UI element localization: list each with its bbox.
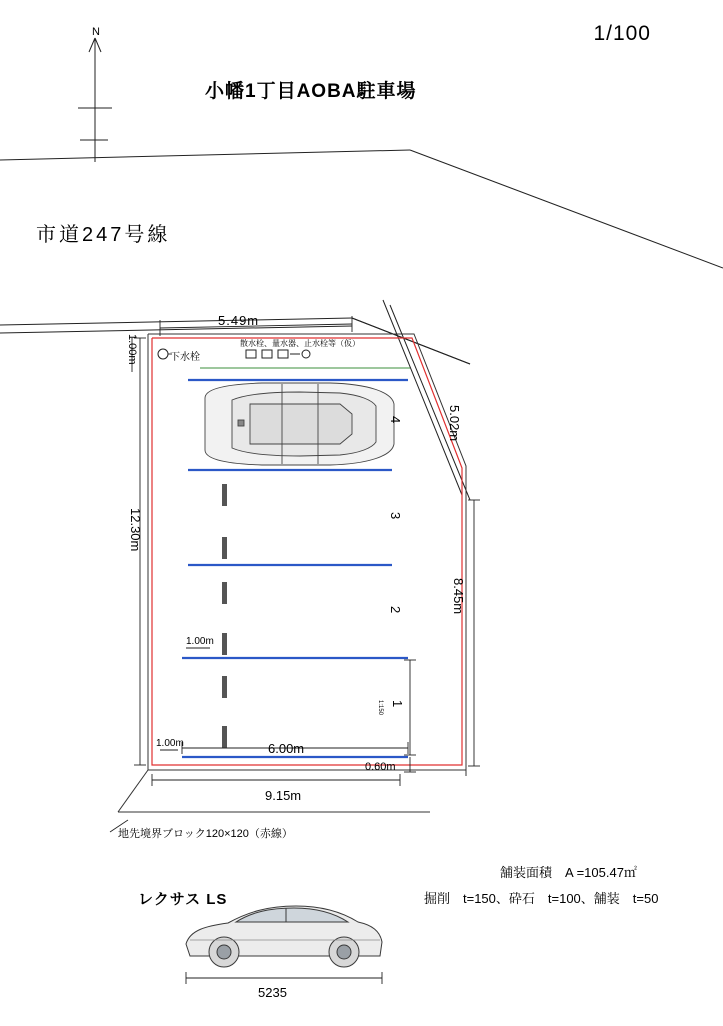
car-plan-view (205, 383, 394, 465)
dimension-small-gap: 0.60m (365, 761, 396, 773)
manhole-label: 下水栓 (170, 352, 200, 363)
wheel-stops (222, 484, 227, 748)
pavement-spec-note: 掘削 t=150、砕石 t=100、舗装 t=50 (424, 891, 659, 906)
stall-number-4: 4 (388, 416, 403, 424)
dimension-top-offset: 1.00m (126, 334, 138, 365)
page-title: 小幡1丁目AOBA駐車場 (205, 81, 417, 102)
dimension-right-height: 8.45m (451, 578, 466, 615)
meter-label: 散水栓、量水器、止水栓等（仮） (240, 339, 360, 348)
meter-symbols (246, 350, 310, 358)
car-side-view (186, 906, 382, 967)
dimension-bottom-width: 9.15m (265, 788, 302, 803)
dimension-left-height: 12.30m (128, 508, 143, 552)
manhole-symbol (158, 349, 168, 359)
pavement-area-note: 舗装面積 A =105.47㎡ (500, 865, 637, 880)
north-arrow (78, 38, 112, 162)
dimension-top-width: 5.49m (218, 313, 260, 328)
road-name-label: 市道247号線 (36, 224, 171, 246)
dimension-bottom-offset: 1.00m (156, 738, 184, 749)
dimension-inner-width: 6.00m (268, 741, 305, 756)
boundary-block-label: 地先境界ブロック120×120（赤線） (118, 828, 293, 840)
stall-number-3: 3 (388, 512, 403, 520)
stall-number-2: 2 (388, 606, 403, 614)
north-label: N (92, 26, 100, 38)
scale-label: 1/100 (593, 22, 651, 45)
dimension-mid-offset: 1.00m (186, 636, 214, 647)
stall-1-sub-label: 1:150 (377, 700, 383, 716)
road-lines (0, 150, 723, 364)
stall-number-1: 1 (390, 700, 405, 708)
car-length-label: 5235 (258, 985, 287, 1000)
dimension-diagonal: 5.02m (447, 405, 462, 442)
car-dimension-line (186, 972, 382, 984)
car-model-label: レクサス LS (138, 891, 228, 908)
